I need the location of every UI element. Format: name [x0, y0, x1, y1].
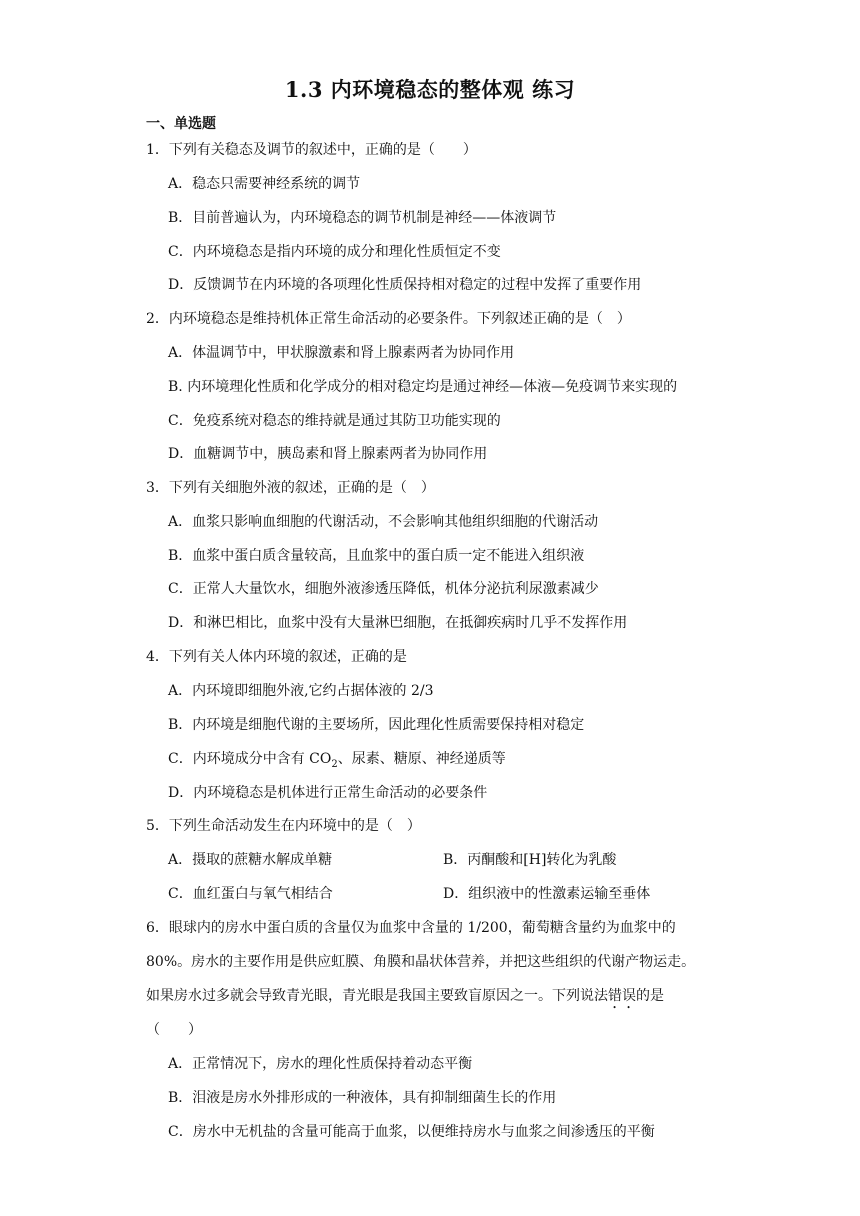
question-1-option-a: A．稳态只需要神经系统的调节 — [168, 176, 361, 192]
question-4-option-c — [168, 750, 506, 774]
question-3-option-b: B．血浆中蛋白质含量较高，且血浆中的蛋白质一定不能进入组织液 — [168, 548, 585, 564]
question-4-option-d: D．内环境稳态是机体进行正常生命活动的必要条件 — [168, 785, 488, 801]
question-3-option-c: C．正常人大量饮水，细胞外液渗透压降低，机体分泌抗利尿激素减少 — [168, 581, 599, 597]
question-6-option-c: C．房水中无机盐的含量可能高于血浆，以便维持房水与血浆之间渗透压的平衡 — [168, 1124, 655, 1140]
question-1-stem: 1．下列有关稳态及调节的叙述中，正确的是（ ） — [146, 142, 477, 158]
question-5-option-b: B．丙酮酸和[H]转化为乳酸 — [443, 852, 617, 868]
emphasized-word: 错误 — [608, 988, 636, 1004]
question-2-stem: 2．内环境稳态是维持机体正常生命活动的必要条件。下列叙述正确的是（ ） — [146, 311, 631, 327]
question-1-option-c: C．内环境稳态是指内环境的成分和理化性质恒定不变 — [168, 244, 501, 260]
question-3-option-a: A．血浆只影响血细胞的代谢活动，不会影响其他组织细胞的代谢活动 — [168, 514, 599, 530]
question-3-option-d: D．和淋巴相比，血浆中没有大量淋巴细胞，在抵御疾病时几乎不发挥作用 — [168, 615, 628, 631]
question-1-option-b: B．目前普遍认为，内环境稳态的调节机制是神经——体液调节 — [168, 210, 557, 226]
page-title: 1.3 内环境稳态的整体观 练习 — [284, 77, 576, 102]
question-2-option-d: D．血糖调节中，胰岛素和肾上腺素两者为协同作用 — [168, 446, 488, 462]
question-5-option-a: A．摄取的蔗糖水解成单糖 — [168, 852, 333, 868]
question-5-stem: 5．下列生命活动发生在内环境中的是（ ） — [146, 818, 421, 834]
question-2-option-b: B. 内环境理化性质和化学成分的相对稳定均是通过神经—体液—免疫调节来实现的 — [168, 379, 678, 395]
question-6-stem-text: 如果房水过多就会导致青光眼，青光眼是我国主要致盲原因之一。下列说法 — [146, 988, 608, 1004]
question-6-stem-end: 的是 — [636, 988, 664, 1004]
question-4-option-a: A．内环境即细胞外液,它约占据体液的 2/3 — [168, 683, 434, 699]
question-4-option-c-rest: 、尿素、糖原、神经递质等 — [337, 751, 506, 767]
question-6-option-b: B．泪液是房水外排形成的一种液体，具有抑制细菌生长的作用 — [168, 1090, 557, 1106]
question-6-stem-line-1: 6．眼球内的房水中蛋白质的含量仅为血浆中含量的 1/200，葡萄糖含量约为血浆中的 — [146, 920, 676, 936]
question-4-option-b: B．内环境是细胞代谢的主要场所，因此理化性质需要保持相对稳定 — [168, 717, 585, 733]
section-heading: 一、单选题 — [146, 116, 216, 132]
question-6-stem-line-3 — [146, 987, 664, 1012]
question-1-option-d: D．反馈调节在内环境的各项理化性质保持相对稳定的过程中发挥了重要作用 — [168, 277, 642, 293]
question-5-option-c: C．血红蛋白与氧气相结合 — [168, 886, 333, 902]
question-4-stem: 4．下列有关人体内环境的叙述，正确的是 — [146, 649, 407, 665]
question-6-stem-line-2: 80%。房水的主要作用是供应虹膜、角膜和晶状体营养，并把这些组织的代谢产物运走。 — [146, 954, 696, 970]
question-6-answer-parens: （ ） — [146, 1022, 202, 1038]
question-2-option-c: C．免疫系统对稳态的维持就是通过其防卫功能实现的 — [168, 413, 501, 429]
question-5-option-d: D．组织液中的性激素运输至垂体 — [443, 886, 651, 902]
question-4-option-c-text: C．内环境成分中含有 CO — [168, 751, 332, 767]
question-3-stem: 3．下列有关细胞外液的叙述，正确的是（ ） — [146, 480, 435, 496]
question-6-option-a: A．正常情况下，房水的理化性质保持着动态平衡 — [168, 1056, 473, 1072]
question-2-option-a: A．体温调节中，甲状腺激素和肾上腺素两者为协同作用 — [168, 345, 515, 361]
co2-subscript: 2 — [331, 758, 338, 770]
